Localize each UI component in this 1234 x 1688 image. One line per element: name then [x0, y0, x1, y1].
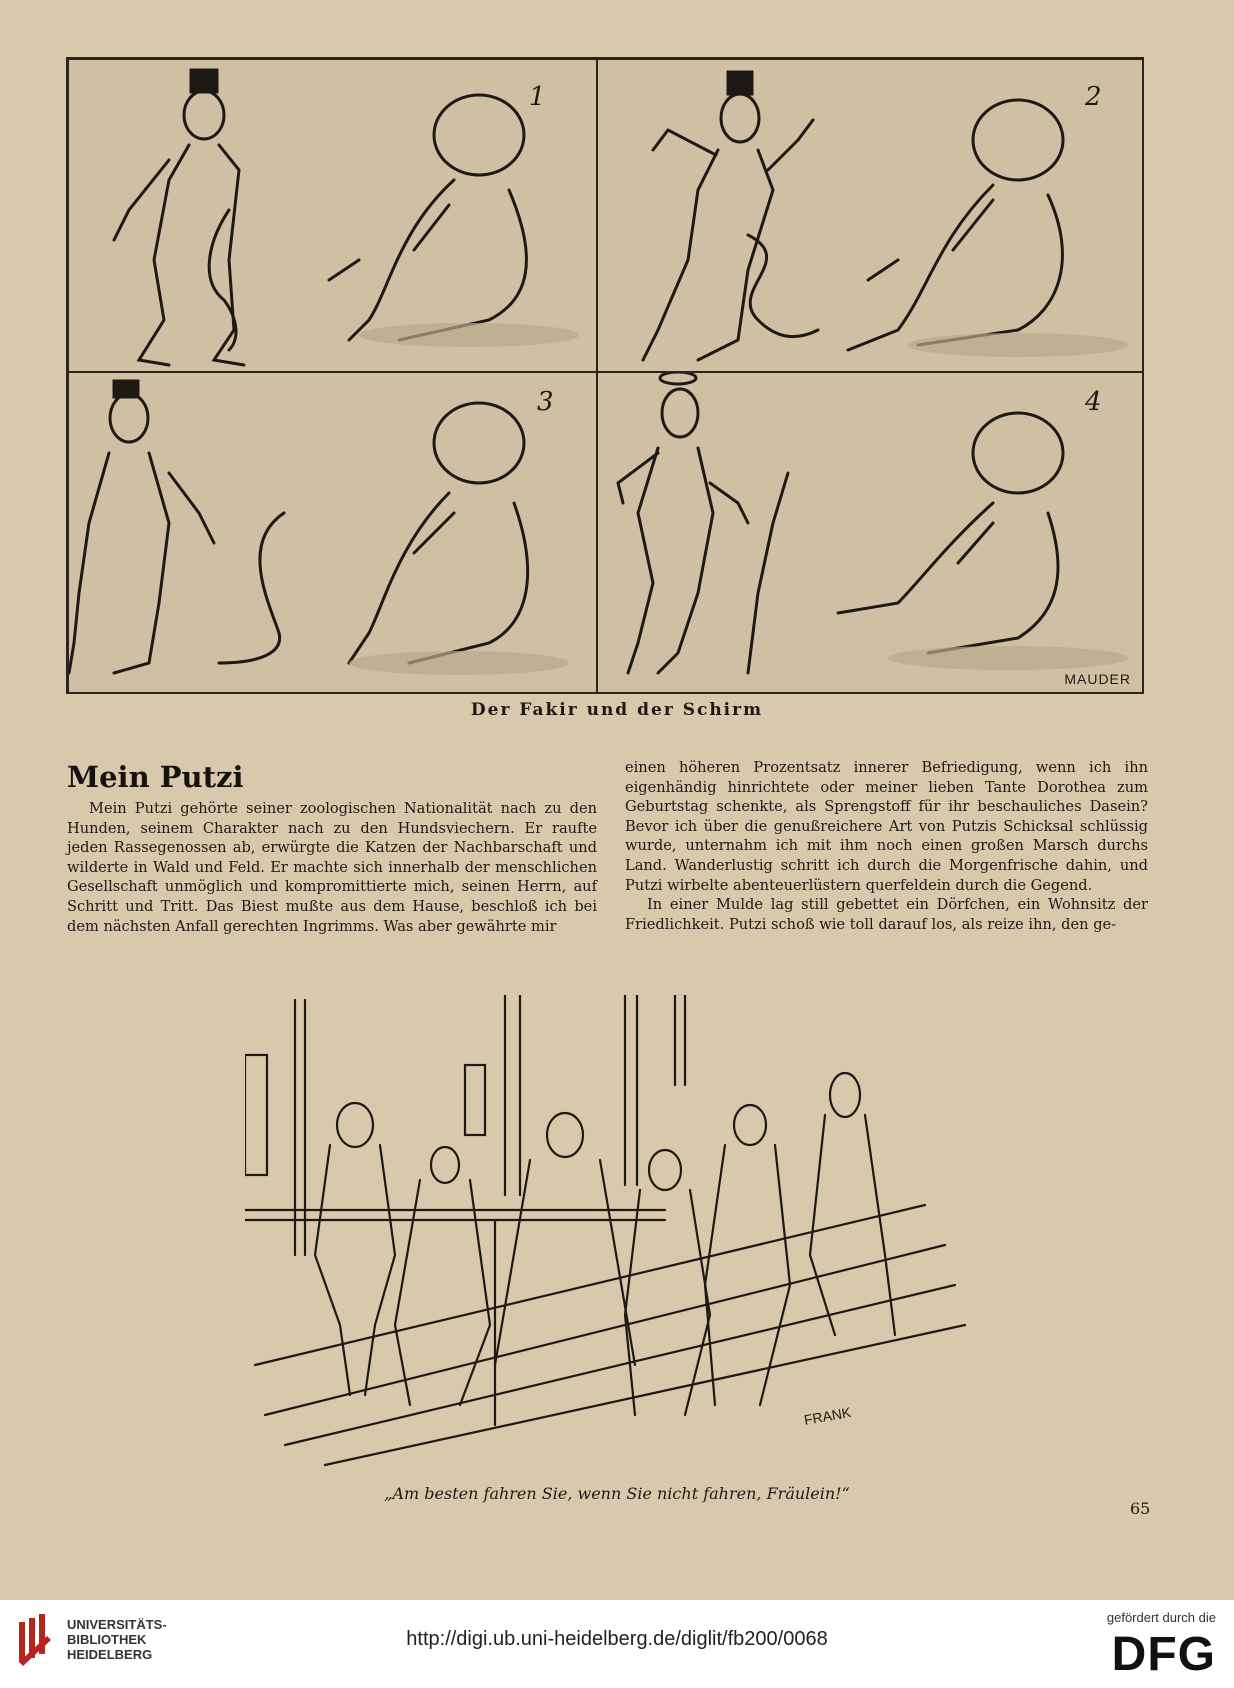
comic-panel-4	[597, 372, 1144, 694]
panel-1-drawing	[69, 60, 597, 372]
dfg-logo: DFG	[1111, 1628, 1216, 1681]
panel-3-drawing	[69, 373, 597, 694]
panel-number-2: 2	[1085, 82, 1102, 112]
panel-2-drawing	[598, 60, 1144, 372]
permalink-url[interactable]: http://digi.ub.uni-heidelberg.de/diglit/fb200/0068	[406, 1628, 828, 1650]
illustration-signature: FRANK	[802, 1403, 853, 1428]
funded-by-label: gefördert durch die	[1106, 1610, 1216, 1625]
panel-number-1: 1	[529, 82, 546, 112]
comic-panel-3	[68, 372, 597, 694]
article-column-1	[67, 799, 597, 936]
panel-number-4: 4	[1085, 387, 1102, 417]
comic-panel-2	[597, 59, 1144, 372]
footer-bar	[0, 1600, 1234, 1688]
institution-line: HEIDELBERG	[67, 1647, 153, 1662]
station-drawing	[245, 995, 975, 1480]
article-column-2	[625, 758, 1148, 934]
panel-number-3: 3	[537, 387, 554, 417]
station-illustration	[245, 995, 975, 1480]
comic-signature: MAUDER	[1064, 671, 1131, 687]
institution-line: BIBLIOTHEK	[67, 1632, 147, 1647]
comic-panel-1	[68, 59, 597, 372]
page-number: 65	[1130, 1499, 1151, 1518]
article-title: Mein Putzi	[67, 760, 244, 794]
illustration-caption: „Am besten fahren Sie, wenn Sie nicht fahren, Fräulein!“	[384, 1484, 850, 1503]
article-paragraph: In einer Mulde lag still gebettet ein Dörfchen, ein Wohnsitz der Friedlichkeit. Putzi schoß wie toll darauf los, als reize ihn, den ge-	[625, 896, 1148, 933]
article-paragraph: Mein Putzi gehörte seiner zoologischen Nationalität nach zu den Hunden, seinem Charakter nach zu den Hundsviechern. Er raufte jeden Rassegenossen ab, erwürgte die Katzen der Nachbarschaft und wilderte in Wald und Feld. Er machte sich innerhalb der menschlichen Gesellschaft unmöglich und kompromittierte mich, seinen Herrn, auf Schritt und Tritt. Das Biest mußte aus dem Hause, beschloß ich bei dem nächsten Anfall gerechten Ingrimms. Was aber gewährte mir	[67, 800, 597, 935]
comic-strip	[66, 57, 1144, 694]
institution-line: UNIVERSITÄTS-	[67, 1617, 167, 1632]
article-paragraph: einen höheren Prozentsatz innerer Befriedigung, wenn ich ihn eigenhändig hinrichtete oder meiner lieben Tante Dorothea zum Geburtstag schenkte, als Sprengstoff für ihr beschauliches Dasein? Bevor ich über die genußreichere Art von Putzis Schicksal schlüssig wurde, unternahm ich mit ihm noch einen großen Marsch durchs Land. Wanderlustig schritt ich durch die Morgenfrische dahin, und Putzi wirbelte abenteuerlüstern querfeldein durch die Gegend.	[625, 759, 1148, 894]
panel-4-drawing	[598, 373, 1144, 694]
comic-caption: Der Fakir und der Schirm	[470, 700, 764, 720]
